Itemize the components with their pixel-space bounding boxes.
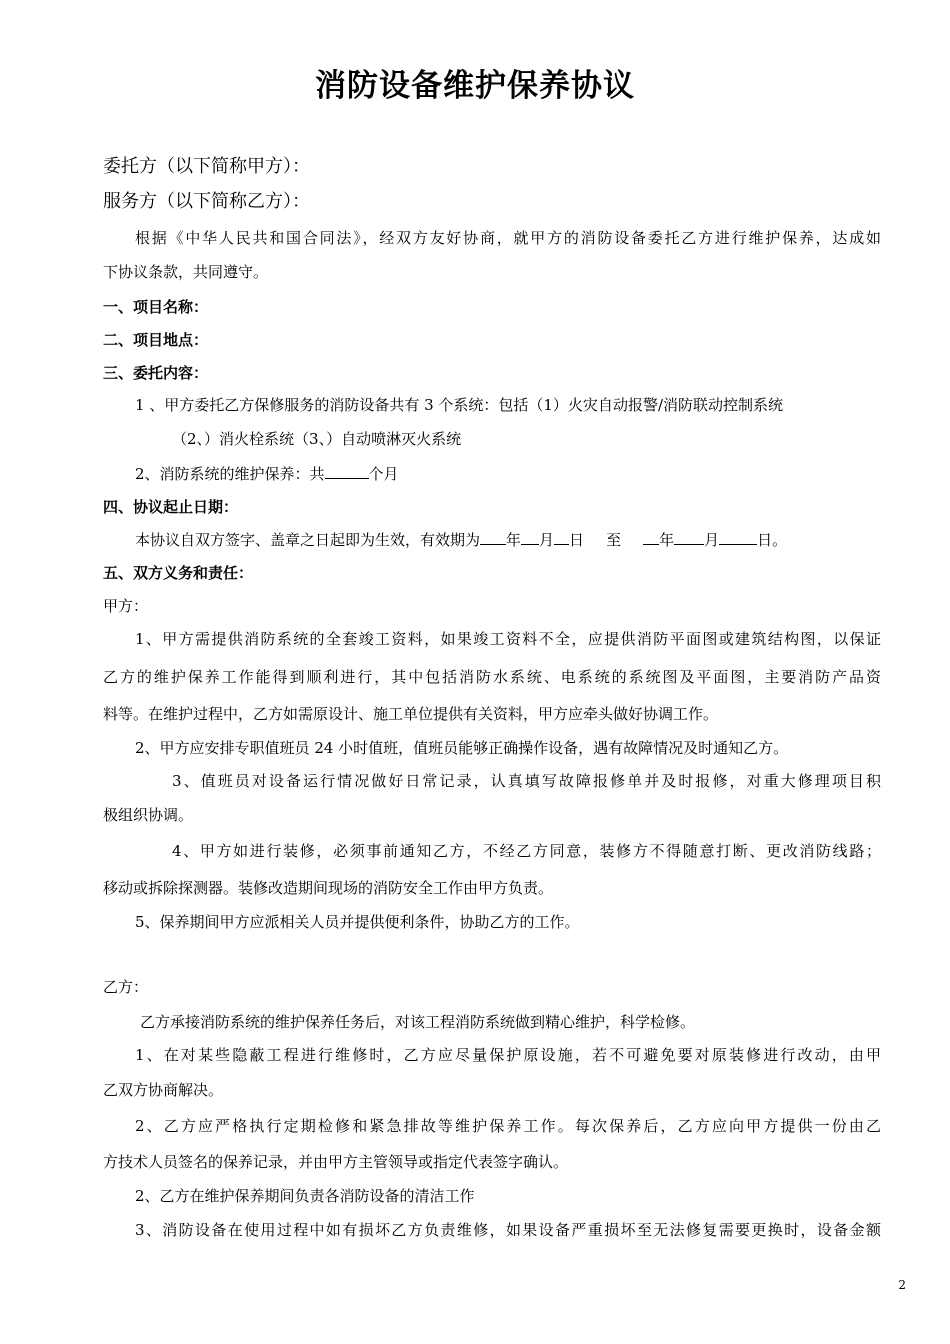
b-intro: 乙方承接消防系统的维护保养任务后，对该工程消防系统做到精心维护，科学检修。 [140,1013,696,1031]
a2: 2、甲方应安排专职值班员 24 小时值班，值班员能够正确操作设备，遇有故障情况及时通知乙方。 [135,739,789,757]
section-project-location: 二、项目地点： [103,331,209,349]
s3-item1-line1: 1 、甲方委托乙方保修服务的消防设备共有 3 个系统：包括（1）火灾自动报警/消防联动控制系统 [135,396,783,414]
s3-item2-prefix: 2、消防系统的维护保养：共 [135,465,325,483]
s4-year: 年 [506,531,522,549]
a3-line1: 3、值班员对设备运行情况做好日常记录，认真填写故障报修单并及时报修，对重大修理项目积 [172,772,881,790]
a4-line1: 4、甲方如进行装修，必须事前通知乙方，不经乙方同意，装修方不得随意打断、更改消防线路； [172,842,881,860]
b2-line1: 2、乙方应严格执行定期检修和紧急排故等维护保养工作。每次保养后，乙方应向甲方提供一份由乙 [135,1117,881,1135]
party-b-label: 服务方（以下简称乙方）： [103,191,310,212]
intro-line-1: 根据《中华人民共和国合同法》，经双方友好协商，就甲方的消防设备委托乙方进行维护保养，达成如 [135,229,881,247]
a5: 5、保养期间甲方应派相关人员并提供便利条件，协助乙方的工作。 [135,913,580,931]
s4-end-year: 年 [659,531,675,549]
b2-line2: 方技术人员签名的保养记录，并由甲方主管领导或指定代表签字确认。 [103,1153,569,1171]
b1-line1: 1、在对某些隐蔽工程进行维修时，乙方应尽量保护原设施，若不可避免要对原装修进行改动，由甲 [135,1046,881,1064]
s4-end: 日。 [757,531,788,549]
s4-text [135,529,913,550]
start-day-blank [554,529,569,545]
s4-month: 月 [539,531,555,549]
a3-line2: 极组织协调。 [103,806,194,824]
s3-item1-line2: （2、）消火栓系统（3、）自动喷淋灭火系统 [172,430,462,448]
start-year-blank [480,529,506,545]
a1-line2: 乙方的维护保养工作能得到顺利进行，其中包括消防水系统、电系统的系统图及平面图，主要消防产品资 [103,668,881,686]
section-entrusted-content: 三、委托内容： [103,364,209,382]
a4-line2: 移动或拆除探测器。装修改造期间现场的消防安全工作由甲方负责。 [103,879,554,897]
end-month-blank [674,529,704,545]
page-title: 消防设备维护保养协议 [315,68,635,104]
s4-day: 日 [569,531,585,549]
section-obligations: 五、双方义务和责任： [103,564,254,582]
a1-line1: 1、甲方需提供消防系统的全套竣工资料，如果竣工资料不全，应提供消防平面图或建筑结构图，以保证 [135,630,881,648]
s4-text-part1: 本协议自双方签字、盖章之日起即为生效，有效期为 [135,531,481,549]
b2b: 2、乙方在维护保养期间负责各消防设备的清洁工作 [135,1187,475,1205]
section-agreement-dates: 四、协议起止日期： [103,498,239,516]
b3: 3、消防设备在使用过程中如有损坏乙方负责维修，如果设备严重损坏至无法修复需要更换时，设备金额 [135,1221,881,1239]
party-b-heading: 乙方： [103,978,149,996]
s3-item2-suffix: 个月 [368,465,399,483]
party-a-heading: 甲方： [103,597,149,615]
s3-item2 [135,463,913,484]
months-blank [325,463,369,479]
s4-to: 至 [606,531,622,549]
b1-line2: 乙双方协商解决。 [103,1081,224,1099]
end-year-blank [643,529,659,545]
start-month-blank [521,529,539,545]
a1-line3: 料等。在维护过程中，乙方如需原设计、施工单位提供有关资料，甲方应牵头做好协调工作。 [103,705,719,723]
page-number: 2 [898,1278,906,1292]
end-day-blank [719,529,757,545]
intro-line-2: 下协议条款，共同遵守。 [103,263,269,281]
s4-end-month: 月 [704,531,720,549]
section-project-name: 一、项目名称： [103,298,209,316]
party-a-label: 委托方（以下简称甲方）： [103,156,310,177]
